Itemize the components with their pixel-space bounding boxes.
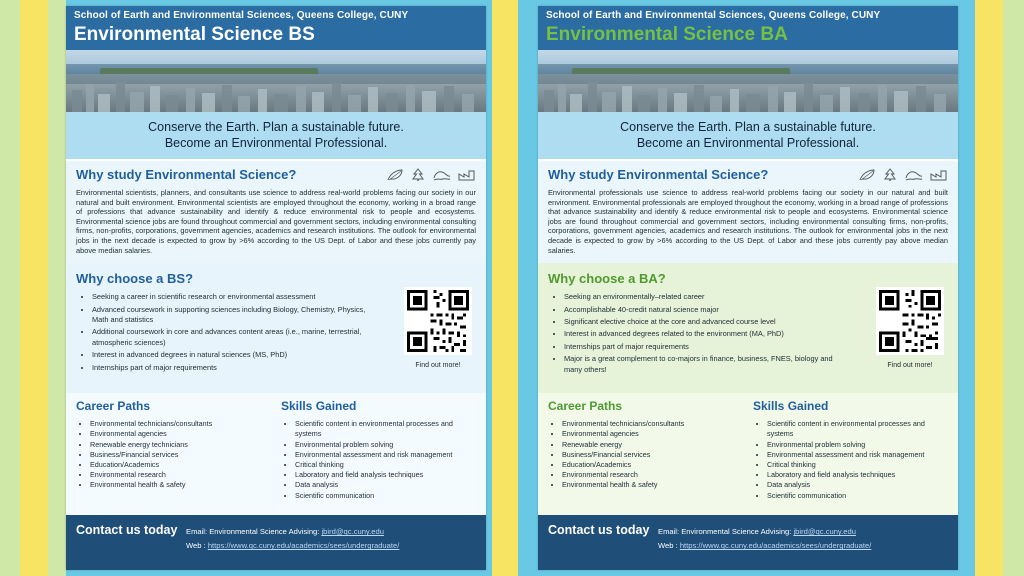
- why-study-heading-row: [76, 167, 476, 182]
- skills-gained-title: Skills Gained: [753, 399, 829, 414]
- leaf-icon: [859, 169, 875, 181]
- qr-code-block[interactable]: [404, 287, 472, 369]
- career-paths-title: Career Paths: [548, 399, 623, 414]
- list-item: • Internships part of major requirements: [564, 342, 843, 352]
- campus-skyline-photo: [66, 50, 486, 112]
- paths-skills-section: [66, 393, 486, 515]
- why-choose-section: [538, 263, 958, 393]
- list-item: • Laboratory and field analysis techniques: [767, 470, 948, 480]
- icon-row: [859, 168, 948, 181]
- contact-email-label: Email: Environmental Science Advising:: [658, 527, 794, 537]
- flyer-header: [538, 6, 958, 50]
- why-study-body: Environmental professionals use science to address real-world problems facing our society in our natural and built environment. Environmental professionals are employed throughout the economy, working in a broad range of professions that advance sustainability and identify & reduce environmental risk to people and ecosystems. Environmental science jobs are found throughout commercial and government sectors, including environmental consulting firms, non-profits, corporations, government agencies, academics and research institutions. The outlook for environmental jobs in the next decade is expected to grow by >6% according to the US Dept. of Labor and these jobs currently pay above median salaries.: [548, 188, 948, 255]
- contact-web-link[interactable]: https://www.qc.cuny.edu/academics/sees/undergraduate/: [679, 541, 872, 551]
- list-item: • Critical thinking: [295, 460, 476, 470]
- list-item: • Data analysis: [295, 480, 476, 490]
- school-name: School of Earth and Environmental Sciences, Queens College, CUNY: [546, 10, 881, 21]
- background-stripe-green-right: [1003, 0, 1024, 576]
- career-paths-list: [78, 419, 271, 490]
- contact-web-link[interactable]: https://www.qc.cuny.edu/academics/sees/undergraduate/: [207, 541, 400, 551]
- contact-details: [186, 523, 399, 567]
- wave-icon: [905, 168, 923, 181]
- flyer-header: [66, 6, 486, 50]
- list-item: • Accomplishable 40-credit natural science major: [564, 305, 843, 315]
- list-item: • Environmental assessment and risk management: [767, 450, 948, 460]
- degree-title: Environmental Science BA: [546, 24, 788, 45]
- list-item: • Environmental assessment and risk management: [295, 450, 476, 460]
- why-choose-section: [66, 263, 486, 393]
- contact-details: [658, 523, 871, 567]
- list-item: • Renewable energy technicians: [90, 440, 271, 450]
- list-item: • Scientific communication: [295, 491, 476, 501]
- contact-title: Contact us today: [548, 523, 650, 538]
- list-item: • Environmental problem solving: [295, 440, 476, 450]
- qr-caption: Find out more!: [415, 362, 461, 370]
- list-item: • Environmental research: [90, 470, 271, 480]
- list-item: • Environmental research: [562, 470, 743, 480]
- qr-code-icon[interactable]: [876, 287, 944, 355]
- tree-icon: [882, 168, 898, 181]
- contact-email-link[interactable]: jbird@qc.cuny.edu: [793, 527, 856, 537]
- career-paths-column: [548, 399, 743, 507]
- tagline: [66, 112, 486, 159]
- list-item: • Scientific content in environmental processes and systems: [295, 419, 476, 439]
- list-item: • Laboratory and field analysis techniques: [295, 470, 476, 480]
- list-item: • Critical thinking: [767, 460, 948, 470]
- skills-gained-title: Skills Gained: [281, 399, 357, 414]
- why-study-section: [538, 159, 958, 263]
- flyer-ba: [538, 6, 958, 570]
- contact-section: [538, 515, 958, 570]
- career-paths-column: [76, 399, 271, 507]
- list-item: • Major is a great complement to co-majors in finance, business, FNES, biology and many others!: [564, 354, 843, 375]
- list-item: • Significant elective choice at the core and advanced course level: [564, 317, 843, 327]
- list-item: • Business/Financial services: [562, 450, 743, 460]
- tree-icon: [410, 168, 426, 181]
- list-item: • Education/Academics: [90, 460, 271, 470]
- qr-caption: Find out more!: [887, 362, 933, 370]
- contact-email-label: Email: Environmental Science Advising:: [186, 527, 322, 537]
- list-item: • Advanced coursework in supporting sciences including Biology, Chemistry, Physics, Math and statistics: [92, 305, 371, 326]
- list-item: • Environmental technicians/consultants: [562, 419, 743, 429]
- skills-gained-list: [755, 419, 948, 501]
- tagline-line-2: Become an Environmental Professional.: [164, 136, 388, 150]
- school-name: School of Earth and Environmental Sciences, Queens College, CUNY: [74, 10, 409, 21]
- why-study-title: Why study Environmental Science?: [548, 167, 769, 182]
- list-item: • Environmental agencies: [90, 429, 271, 439]
- contact-section: [66, 515, 486, 570]
- why-study-section: [66, 159, 486, 263]
- wave-icon: [433, 168, 451, 181]
- list-item: • Interest in advanced degrees related to the environment (MA, PhD): [564, 329, 843, 339]
- skills-gained-column: [281, 399, 476, 507]
- contact-web-label: Web :: [658, 541, 680, 551]
- list-item: • Data analysis: [767, 480, 948, 490]
- list-item: • Renewable energy: [562, 440, 743, 450]
- background-stripe-yellow-middle: [492, 0, 518, 576]
- why-study-heading-row: [548, 167, 948, 182]
- why-choose-title: Why choose a BS?: [76, 271, 194, 287]
- tagline: [538, 112, 958, 159]
- list-item: • Environmental health & safety: [90, 480, 271, 490]
- factory-icon: [930, 168, 948, 181]
- skills-gained-column: [753, 399, 948, 507]
- background-stripe-green-left: [0, 0, 20, 576]
- background-stripe-green-inner: [48, 0, 66, 576]
- why-study-title: Why study Environmental Science?: [76, 167, 297, 182]
- list-item: • Seeking a career in scientific research or environmental assessment: [92, 292, 371, 302]
- list-item: • Scientific communication: [767, 491, 948, 501]
- list-item: • Internships part of major requirements: [92, 363, 371, 373]
- qr-code-icon[interactable]: [404, 287, 472, 355]
- qr-code-block[interactable]: [876, 287, 944, 369]
- skills-gained-list: [283, 419, 476, 501]
- contact-title: Contact us today: [76, 523, 178, 538]
- why-choose-list: [80, 292, 371, 373]
- list-item: • Additional coursework in core and advances content areas (i.e., marine, terrestrial, atmospheric sciences): [92, 327, 371, 348]
- tagline-line-2: Become an Environmental Professional.: [636, 136, 860, 150]
- why-study-body: Environmental scientists, planners, and consultants use science to address real-world problems facing our society in our natural and built environment. Environmental scientists are employed throughout the economy, working in a broad range of professions that advance sustainability and identify & reduce environmental risk to people and ecosystems. Environmental science jobs are found throughout commercial and government sectors, including environmental consulting firms, non-profits, corporations, government agencies, academics and research institutions. The outlook for environmental jobs in the next decade is expected to grow by >6% according to the US Dept. of Labor and these jobs currently pay above median salaries.: [76, 188, 476, 255]
- list-item: • Environmental problem solving: [767, 440, 948, 450]
- list-item: • Interest in advanced degrees in natural sciences (MS, PhD): [92, 350, 371, 360]
- list-item: • Environmental health & safety: [562, 480, 743, 490]
- career-paths-list: [550, 419, 743, 490]
- contact-web-label: Web :: [186, 541, 208, 551]
- icon-row: [387, 168, 476, 181]
- flyer-bs: [66, 6, 486, 570]
- background-stripe-yellow-right: [975, 0, 1003, 576]
- list-item: • Environmental technicians/consultants: [90, 419, 271, 429]
- tagline-line-1: Conserve the Earth. Plan a sustainable future.: [620, 120, 876, 134]
- list-item: • Education/Academics: [562, 460, 743, 470]
- degree-title: Environmental Science BS: [74, 24, 315, 45]
- why-choose-title: Why choose a BA?: [548, 271, 666, 287]
- contact-email-link[interactable]: jbird@qc.cuny.edu: [321, 527, 384, 537]
- list-item: • Environmental agencies: [562, 429, 743, 439]
- paths-skills-section: [538, 393, 958, 515]
- leaf-icon: [387, 169, 403, 181]
- background-stripe-yellow-left: [20, 0, 48, 576]
- why-choose-list: [552, 292, 843, 375]
- list-item: • Seeking an environmentally–related career: [564, 292, 843, 302]
- career-paths-title: Career Paths: [76, 399, 151, 414]
- list-item: • Scientific content in environmental processes and systems: [767, 419, 948, 439]
- factory-icon: [458, 168, 476, 181]
- campus-skyline-photo: [538, 50, 958, 112]
- tagline-line-1: Conserve the Earth. Plan a sustainable future.: [148, 120, 404, 134]
- list-item: • Business/Financial services: [90, 450, 271, 460]
